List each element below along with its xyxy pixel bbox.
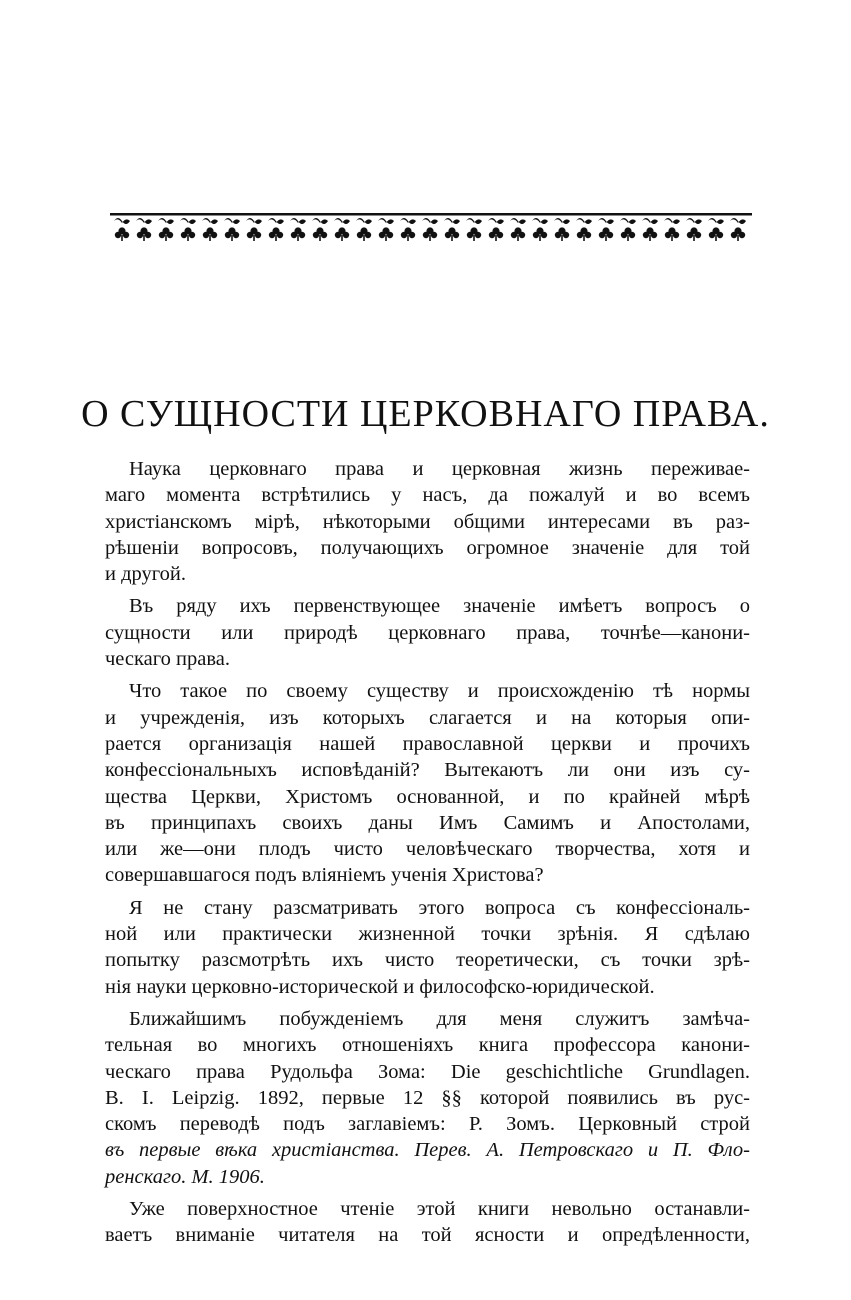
ornament-leaf: [519, 232, 525, 238]
ornament-curl: [422, 218, 438, 224]
ornament-stem: [693, 235, 695, 241]
floral-border-ornament-icon: [110, 211, 752, 245]
text-line: Я не стану разсматривать этого вопроса съ конфессіональ-: [129, 896, 750, 919]
ornament-stem: [671, 235, 673, 241]
ornament-leaf: [277, 232, 283, 238]
ornament-curl: [268, 218, 284, 224]
text-line: христіанскомъ мірѣ, нѣкоторыми общими интересами въ раз-: [105, 510, 750, 533]
text-line: нія науки церковно-исторической и философско-юридической.: [105, 975, 655, 998]
text-line: Наука церковнаго права и церковная жизнь переживае-: [129, 458, 750, 480]
text-line: ренскаго. М. 1906.: [105, 1165, 265, 1188]
paragraph-5: [105, 1006, 750, 1190]
ornament-stem: [165, 235, 167, 241]
ornament-curl: [620, 218, 636, 224]
ornament-leaf: [269, 232, 275, 238]
text-line: ваетъ вниманіе читателя на той ясности и опредѣленности,: [105, 1224, 750, 1247]
paragraph-6: [105, 1196, 750, 1249]
ornament-leaf: [585, 232, 591, 238]
chapter-title: О СУЩНОСТИ ЦЕРКОВНАГО ПРАВА.: [81, 393, 770, 435]
ornament-stem: [143, 235, 145, 241]
ornament-leaf: [651, 232, 657, 238]
paragraph-2: [105, 593, 750, 672]
ornament-curl: [664, 218, 680, 224]
ornament-leaf: [145, 232, 151, 238]
ornament-stem: [517, 235, 519, 241]
ornament-leaf: [739, 232, 745, 238]
ornament-leaf: [577, 232, 583, 238]
ornament-leaf: [343, 232, 349, 238]
text-line: Что такое по своему существу и происхожденію тѣ нормы: [129, 680, 750, 703]
text-line: маго момента встрѣтились у насъ, да пожалуй и во всемъ: [105, 484, 750, 507]
text-line: рается организація нашей православной церкви и прочихъ: [105, 732, 750, 755]
text-line: конфессіональныхъ исповѣданій? Вытекаютъ ли они изъ су-: [105, 759, 750, 782]
ornament-leaf: [123, 232, 129, 238]
paragraph-1: [105, 456, 750, 587]
ornament-curl: [730, 218, 746, 224]
ornament-curl: [510, 218, 526, 224]
ornament-stem: [539, 235, 541, 241]
ornament-leaf: [709, 232, 715, 238]
ornament-stem: [297, 235, 299, 241]
ornament-leaf: [167, 232, 173, 238]
ornament-leaf: [687, 232, 693, 238]
ornament-leaf: [225, 232, 231, 238]
ornament-curl: [400, 218, 416, 224]
ornament-curl: [708, 218, 724, 224]
ornament-leaf: [673, 232, 679, 238]
ornament-leaf: [247, 232, 253, 238]
text-line: B. I. Leipzig. 1892, первые 12 §§ которой появились въ рус-: [105, 1086, 750, 1109]
ornament-leaf: [401, 232, 407, 238]
ornament-leaf: [203, 232, 209, 238]
ornament-leaf: [115, 232, 121, 238]
text-line: и другой.: [105, 563, 186, 586]
ornament-leaf: [445, 232, 451, 238]
paragraph-3: [105, 678, 750, 888]
text-line: Въ ряду ихъ первенствующее значеніе имѣетъ вопросъ о: [129, 595, 750, 618]
ornament-stem: [715, 235, 717, 241]
ornament-leaf: [717, 232, 723, 238]
text-line: въ первые вѣка христіанства. Перев. А. Петровскаго и П. Фло-: [105, 1139, 750, 1162]
text-line: совершавшагося подъ вліяніемъ ученія Христова?: [105, 864, 544, 887]
ornament-leaf: [533, 232, 539, 238]
text-line: ческаго права Рудольфа Зома: Die geschichtliche Grundlagen.: [105, 1060, 750, 1083]
ornament-leaf: [137, 232, 143, 238]
ornament-stem: [275, 235, 277, 241]
text-line: Ближайшимъ побужденіемъ для меня служитъ замѣча-: [129, 1007, 750, 1030]
ornament-stem: [561, 235, 563, 241]
ornament-leaf: [423, 232, 429, 238]
ornament-stem: [187, 235, 189, 241]
ornament-curl: [532, 218, 548, 224]
ornament-leaf: [387, 232, 393, 238]
ornament-leaf: [159, 232, 165, 238]
ornament-stem: [583, 235, 585, 241]
ornament-leaf: [489, 232, 495, 238]
ornament-curl: [576, 218, 592, 224]
ornament-leaf: [299, 232, 305, 238]
ornament-curl: [158, 218, 174, 224]
ornament-stem: [627, 235, 629, 241]
ornament-leaf: [453, 232, 459, 238]
ornament-leaf: [621, 232, 627, 238]
text-line: ной или практически жизненной точки зрѣнія. Я сдѣлаю: [105, 923, 750, 946]
ornament-leaf: [599, 232, 605, 238]
ornament-leaf: [431, 232, 437, 238]
ornament-leaf: [181, 232, 187, 238]
text-line: попытку разсмотрѣть ихъ чисто теоретически, съ точки зрѣ-: [105, 949, 750, 972]
text-line: или же—они плодъ чисто человѣческаго творчества, хотя и: [105, 838, 750, 861]
ornament-leaf: [695, 232, 701, 238]
ornament-stem: [451, 235, 453, 241]
ornament-curl: [180, 218, 196, 224]
ornament-leaf: [189, 232, 195, 238]
ornament-leaf: [291, 232, 297, 238]
body-text: [105, 456, 750, 1255]
ornament-leaf: [643, 232, 649, 238]
ornament-curl: [312, 218, 328, 224]
ornament-curl: [290, 218, 306, 224]
ornament-curl: [466, 218, 482, 224]
ornament-curl: [488, 218, 504, 224]
ornament-stem: [341, 235, 343, 241]
ornament-leaf: [409, 232, 415, 238]
text-line: сущности или природѣ церковнаго права, точнѣе—канони-: [105, 621, 750, 644]
ornament-curl: [136, 218, 152, 224]
ornament-leaf: [321, 232, 327, 238]
ornament-stem: [319, 235, 321, 241]
ornament-stem: [121, 235, 123, 241]
ornament-stem: [209, 235, 211, 241]
ornament-leaf: [313, 232, 319, 238]
text-line: въ принципахъ своихъ даны Имъ Самимъ и Апостолами,: [105, 811, 750, 834]
ornament-curl: [202, 218, 218, 224]
ornament-leaf: [607, 232, 613, 238]
ornament-leaf: [511, 232, 517, 238]
ornament-stem: [737, 235, 739, 241]
ornament-stem: [253, 235, 255, 241]
ornament-leaf: [665, 232, 671, 238]
ornament-stem: [495, 235, 497, 241]
ornament-leaf: [365, 232, 371, 238]
text-line: рѣшеніи вопросовъ, получающихъ огромное значеніе для той: [105, 536, 750, 559]
ornament-stem: [649, 235, 651, 241]
ornament-curl: [554, 218, 570, 224]
ornament-stem: [429, 235, 431, 241]
ornament-leaf: [255, 232, 261, 238]
ornament-curl: [114, 218, 130, 224]
ornament-leaf: [379, 232, 385, 238]
ornament-leaf: [357, 232, 363, 238]
ornament-leaf: [555, 232, 561, 238]
ornament-leaf: [731, 232, 737, 238]
text-line: скомъ переводѣ подъ заглавіемъ: Р. Зомъ. Церковный строй: [105, 1113, 750, 1136]
ornament-stem: [363, 235, 365, 241]
paragraph-4: [105, 895, 750, 1000]
ornament-curl: [642, 218, 658, 224]
ornament-stem: [385, 235, 387, 241]
ornament-leaf: [335, 232, 341, 238]
text-line: ческаго права.: [105, 648, 230, 671]
ornament-leaf: [475, 232, 481, 238]
ornament-leaf: [629, 232, 635, 238]
ornament-curl: [224, 218, 240, 224]
ornament-stem: [231, 235, 233, 241]
ornament-curl: [356, 218, 372, 224]
ornament-curl: [246, 218, 262, 224]
ornament-stem: [473, 235, 475, 241]
ornament-leaf: [497, 232, 503, 238]
ornament-curl: [444, 218, 460, 224]
ornament-leaf: [211, 232, 217, 238]
text-line: щества Церкви, Христомъ основанной, и по крайней мѣрѣ: [105, 785, 750, 808]
text-line: тельная во многихъ отношеніяхъ книга профессора канони-: [105, 1034, 750, 1057]
ornament-curl: [598, 218, 614, 224]
ornament-curl: [378, 218, 394, 224]
ornament-stem: [605, 235, 607, 241]
text-line: и учрежденія, изъ которыхъ слагается и на которыя опи-: [105, 706, 750, 729]
ornament-curl: [686, 218, 702, 224]
ornament-leaf: [467, 232, 473, 238]
text-line: Уже поверхностное чтеніе этой книги невольно останавли-: [129, 1198, 750, 1221]
ornament-leaf: [541, 232, 547, 238]
ornament-leaf: [563, 232, 569, 238]
ornament-curl: [334, 218, 350, 224]
ornament-leaf: [233, 232, 239, 238]
ornament-stem: [407, 235, 409, 241]
